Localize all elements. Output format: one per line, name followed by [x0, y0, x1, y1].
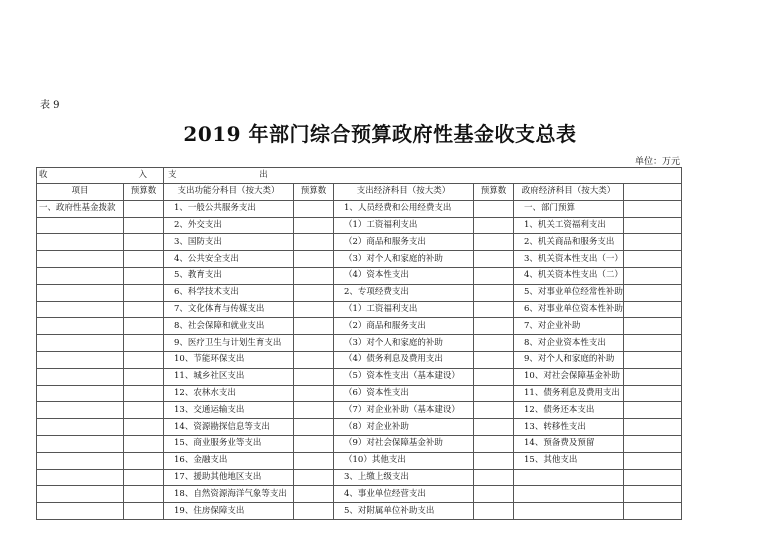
budget-table	[36, 167, 682, 520]
gov-budget-cell	[624, 301, 682, 318]
item-cell	[37, 301, 124, 318]
econ-budget-cell	[474, 284, 514, 301]
gov-cell: 5、对事业单位经常性补助	[514, 284, 624, 301]
func-cell: 5、教育支出	[164, 267, 294, 284]
gov-budget-cell	[624, 234, 682, 251]
item-budget-cell	[124, 469, 164, 486]
econ-budget-cell	[474, 435, 514, 452]
item-budget-cell	[124, 251, 164, 268]
item-budget-cell	[124, 452, 164, 469]
item-budget-cell	[124, 335, 164, 352]
item-budget-cell	[124, 284, 164, 301]
econ-cell: （1）工资福利支出	[334, 217, 474, 234]
func-cell: 17、援助其他地区支出	[164, 469, 294, 486]
header-row-columns	[37, 184, 682, 201]
gov-cell	[514, 503, 624, 520]
gov-cell: 12、债务还本支出	[514, 402, 624, 419]
econ-budget-cell	[474, 452, 514, 469]
func-cell: 14、资源勘探信息等支出	[164, 419, 294, 436]
func-cell: 12、农林水支出	[164, 385, 294, 402]
func-budget-cell	[294, 318, 334, 335]
econ-cell: （5）资本性支出（基本建设）	[334, 368, 474, 385]
item-budget-cell	[124, 351, 164, 368]
func-budget-cell	[294, 301, 334, 318]
econ-budget-cell	[474, 217, 514, 234]
econ-budget-cell	[474, 385, 514, 402]
func-cell: 4、公共安全支出	[164, 251, 294, 268]
econ-budget-cell	[474, 318, 514, 335]
income-header-a: 收	[39, 170, 48, 180]
item-cell	[37, 469, 124, 486]
func-budget-cell	[294, 435, 334, 452]
unit-label: 单位：万元	[634, 157, 680, 167]
item-cell	[37, 267, 124, 284]
table-row	[37, 335, 682, 352]
table-row	[37, 368, 682, 385]
func-cell: 3、国防支出	[164, 234, 294, 251]
table-row	[37, 284, 682, 301]
gov-cell: 3、机关资本性支出（一）	[514, 251, 624, 268]
econ-cell: （4）资本性支出	[334, 267, 474, 284]
gov-cell: 15、其他支出	[514, 452, 624, 469]
table-row	[37, 503, 682, 520]
gov-cell: 14、预备费及预留	[514, 435, 624, 452]
gov-cell: 6、对事业单位资本性补助	[514, 301, 624, 318]
page-title: 2019 年部门综合预算政府性基金收支总表	[183, 122, 577, 146]
item-cell	[37, 452, 124, 469]
func-cell: 2、外交支出	[164, 217, 294, 234]
item-budget-cell	[124, 217, 164, 234]
gov-budget-cell	[624, 469, 682, 486]
table-row	[37, 217, 682, 234]
func-budget-cell	[294, 419, 334, 436]
func-budget-cell	[294, 335, 334, 352]
item-budget-cell	[124, 435, 164, 452]
table-row	[37, 301, 682, 318]
table-row	[37, 435, 682, 452]
item-budget-cell	[124, 318, 164, 335]
func-cell: 19、住房保障支出	[164, 503, 294, 520]
item-cell	[37, 402, 124, 419]
table-row	[37, 385, 682, 402]
table-number: 表 9	[40, 100, 60, 111]
gov-budget-cell	[624, 335, 682, 352]
gov-cell: 一、部门预算	[514, 200, 624, 217]
econ-cell: （3）对个人和家庭的补助	[334, 335, 474, 352]
table-row	[37, 486, 682, 503]
func-budget-cell	[294, 368, 334, 385]
econ-budget-cell	[474, 234, 514, 251]
gov-budget-cell	[624, 200, 682, 217]
func-budget-cell	[294, 217, 334, 234]
econ-cell: （6）资本性支出	[334, 385, 474, 402]
func-cell: 9、医疗卫生与计划生育支出	[164, 335, 294, 352]
func-cell: 1、一般公共服务支出	[164, 200, 294, 217]
header-row-top	[37, 168, 682, 184]
func-cell: 7、文化体育与传媒支出	[164, 301, 294, 318]
econ-budget-cell	[474, 503, 514, 520]
econ-cell: （4）债务利息及费用支出	[334, 351, 474, 368]
item-cell	[37, 284, 124, 301]
econ-budget-cell	[474, 335, 514, 352]
econ-budget-cell	[474, 267, 514, 284]
table-row	[37, 251, 682, 268]
func-budget-cell	[294, 251, 334, 268]
gov-budget-cell	[624, 251, 682, 268]
col-budget-header-2: 预算数	[294, 184, 334, 201]
gov-budget-cell	[624, 351, 682, 368]
gov-budget-cell	[624, 486, 682, 503]
item-cell	[37, 435, 124, 452]
econ-cell: （7）对企业补助（基本建设）	[334, 402, 474, 419]
col-gov-budget-header	[624, 184, 682, 201]
gov-cell: 10、对社会保障基金补助	[514, 368, 624, 385]
gov-budget-cell	[624, 385, 682, 402]
func-cell: 8、社会保障和就业支出	[164, 318, 294, 335]
func-cell: 6、科学技术支出	[164, 284, 294, 301]
gov-budget-cell	[624, 452, 682, 469]
item-cell	[37, 318, 124, 335]
col-budget-header-1: 预算数	[124, 184, 164, 201]
econ-budget-cell	[474, 251, 514, 268]
gov-cell: 8、对企业资本性支出	[514, 335, 624, 352]
item-cell	[37, 419, 124, 436]
econ-cell: 2、专项经费支出	[334, 284, 474, 301]
col-item-header: 项目	[37, 184, 124, 201]
item-cell	[37, 217, 124, 234]
gov-cell: 7、对企业补助	[514, 318, 624, 335]
econ-budget-cell	[474, 402, 514, 419]
econ-cell: （9）对社会保障基金补助	[334, 435, 474, 452]
col-econ-header: 支出经济科目（按大类）	[334, 184, 474, 201]
func-budget-cell	[294, 452, 334, 469]
gov-cell: 2、机关商品和服务支出	[514, 234, 624, 251]
table-row	[37, 351, 682, 368]
item-budget-cell	[124, 200, 164, 217]
item-cell	[37, 234, 124, 251]
item-budget-cell	[124, 368, 164, 385]
table-row	[37, 469, 682, 486]
item-cell	[37, 251, 124, 268]
func-budget-cell	[294, 284, 334, 301]
table-row	[37, 318, 682, 335]
func-budget-cell	[294, 351, 334, 368]
econ-cell: （8）对企业补助	[334, 419, 474, 436]
gov-budget-cell	[624, 402, 682, 419]
gov-cell	[514, 486, 624, 503]
gov-budget-cell	[624, 435, 682, 452]
table-row	[37, 419, 682, 436]
econ-cell: （10）其他支出	[334, 452, 474, 469]
func-budget-cell	[294, 234, 334, 251]
table-row	[37, 402, 682, 419]
func-budget-cell	[294, 200, 334, 217]
func-budget-cell	[294, 385, 334, 402]
gov-budget-cell	[624, 217, 682, 234]
func-budget-cell	[294, 503, 334, 520]
expense-header-a: 支	[168, 170, 177, 180]
income-header-b: 入	[138, 170, 147, 180]
func-budget-cell	[294, 469, 334, 486]
item-cell: 一、政府性基金拨款	[37, 200, 124, 217]
func-budget-cell	[294, 486, 334, 503]
econ-cell: （1）工资福利支出	[334, 301, 474, 318]
item-cell	[37, 503, 124, 520]
econ-budget-cell	[474, 351, 514, 368]
econ-cell: 3、上缴上级支出	[334, 469, 474, 486]
table-row	[37, 452, 682, 469]
item-cell	[37, 351, 124, 368]
econ-cell: 4、事业单位经营支出	[334, 486, 474, 503]
income-header-cell	[37, 168, 164, 184]
table-row	[37, 234, 682, 251]
func-cell: 10、节能环保支出	[164, 351, 294, 368]
econ-budget-cell	[474, 486, 514, 503]
item-cell	[37, 368, 124, 385]
col-budget-header-3: 预算数	[474, 184, 514, 201]
func-budget-cell	[294, 267, 334, 284]
col-func-header: 支出功能分科目（按大类）	[164, 184, 294, 201]
table-row	[37, 267, 682, 284]
econ-cell: （2）商品和服务支出	[334, 318, 474, 335]
gov-budget-cell	[624, 503, 682, 520]
gov-budget-cell	[624, 267, 682, 284]
col-gov-header: 政府经济科目（按大类）	[514, 184, 624, 201]
item-cell	[37, 385, 124, 402]
econ-cell: （3）对个人和家庭的补助	[334, 251, 474, 268]
gov-budget-cell	[624, 368, 682, 385]
func-cell: 18、自然资源海洋气象等支出	[164, 486, 294, 503]
econ-cell: （2）商品和服务支出	[334, 234, 474, 251]
gov-cell	[514, 469, 624, 486]
func-budget-cell	[294, 402, 334, 419]
expense-header-cell	[164, 168, 682, 184]
item-budget-cell	[124, 234, 164, 251]
gov-cell: 13、转移性支出	[514, 419, 624, 436]
econ-budget-cell	[474, 200, 514, 217]
table-row	[37, 200, 682, 217]
gov-cell: 4、机关资本性支出（二）	[514, 267, 624, 284]
econ-budget-cell	[474, 368, 514, 385]
econ-budget-cell	[474, 419, 514, 436]
expense-header-b: 出	[259, 170, 268, 180]
item-cell	[37, 486, 124, 503]
func-cell: 15、商业服务业等支出	[164, 435, 294, 452]
item-budget-cell	[124, 402, 164, 419]
econ-cell: 1、人员经费和公用经费支出	[334, 200, 474, 217]
gov-budget-cell	[624, 318, 682, 335]
func-cell: 16、金融支出	[164, 452, 294, 469]
item-budget-cell	[124, 267, 164, 284]
func-cell: 13、交通运输支出	[164, 402, 294, 419]
item-budget-cell	[124, 486, 164, 503]
item-budget-cell	[124, 419, 164, 436]
econ-budget-cell	[474, 301, 514, 318]
item-budget-cell	[124, 503, 164, 520]
item-cell	[37, 335, 124, 352]
item-budget-cell	[124, 385, 164, 402]
item-budget-cell	[124, 301, 164, 318]
gov-cell: 9、对个人和家庭的补助	[514, 351, 624, 368]
gov-budget-cell	[624, 419, 682, 436]
econ-cell: 5、对附属单位补助支出	[334, 503, 474, 520]
gov-cell: 1、机关工资福利支出	[514, 217, 624, 234]
gov-cell: 11、债务利息及费用支出	[514, 385, 624, 402]
econ-budget-cell	[474, 469, 514, 486]
gov-budget-cell	[624, 284, 682, 301]
func-cell: 11、城乡社区支出	[164, 368, 294, 385]
